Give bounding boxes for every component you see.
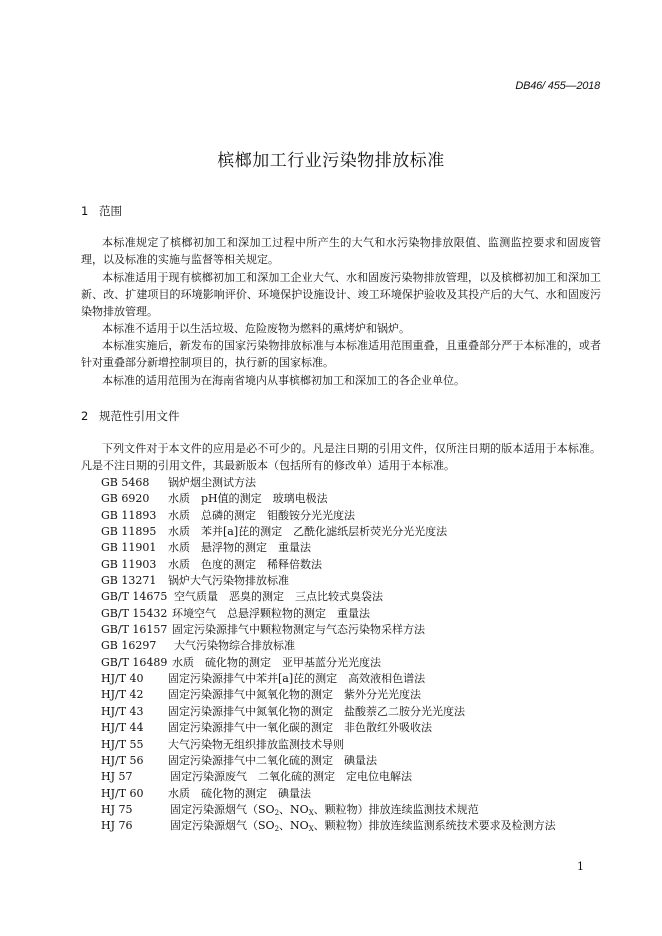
section-heading-normative-references	[81, 408, 180, 424]
reference-item	[101, 475, 601, 491]
section-title: 范围	[99, 204, 122, 218]
reference-item	[101, 786, 601, 802]
paragraph: 本标准的适用范围为在海南省境内从事槟榔初加工和深加工的各企业单位。	[102, 373, 465, 387]
reference-item	[101, 737, 601, 753]
reference-code: HJ/T 40	[101, 672, 144, 686]
reference-code: HJ/T 60	[101, 786, 144, 800]
reference-item	[101, 671, 601, 687]
reference-item	[101, 557, 601, 573]
reference-title: 水质 pH值的测定 玻璃电极法	[168, 492, 328, 506]
reference-title: 固定污染源排气中氮氧化物的测定 紫外分光光度法	[168, 688, 421, 702]
section-title: 规范性引用文件	[99, 409, 180, 423]
paragraph: 本标准不适用于以生活垃圾、危险废物为燃料的熏烤炉和锅炉。	[102, 322, 410, 335]
reference-code: HJ/T 44	[101, 721, 144, 735]
reference-title: 固定污染源排气中一氧化碳的测定 非色散红外吸收法	[168, 721, 432, 735]
reference-title: 水质 悬浮物的测定 重量法	[168, 541, 311, 555]
reference-title: 环境空气 总悬浮颗粒物的测定 重量法	[172, 606, 370, 620]
reference-item	[101, 687, 601, 703]
document-title: 槟榔加工行业污染物排放标准	[217, 151, 445, 171]
reference-item	[101, 753, 601, 769]
reference-code: GB 6920	[101, 492, 150, 506]
reference-item	[101, 508, 601, 524]
reference-code: GB/T 16489	[101, 655, 168, 669]
reference-item	[101, 655, 601, 671]
reference-code: HJ/T 42	[101, 688, 144, 702]
standard-code: DB46/ 455—2018	[515, 80, 600, 92]
reference-title: 锅炉大气污染物排放标准	[168, 574, 289, 588]
reference-item	[101, 540, 601, 556]
reference-title: 固定污染源烟气（$SO_2$、$NO_X$、颗粒物）排放连续监测技术规范	[170, 802, 479, 817]
reference-title: 大气污染物无组织排放监测技术导则	[168, 737, 344, 751]
reference-title: 固定污染源排气中二氧化硫的测定 碘量法	[168, 753, 377, 767]
reference-code: HJ 57	[101, 770, 133, 784]
reference-title: 水质 硫化物的测定 碘量法	[168, 786, 311, 800]
reference-code: HJ/T 56	[101, 753, 144, 767]
reference-item	[101, 638, 601, 654]
reference-code: GB 11901	[101, 541, 157, 555]
reference-title: 大气污染物综合排放标准	[174, 639, 295, 653]
reference-code: HJ/T 55	[101, 737, 144, 751]
reference-code: HJ 76	[101, 819, 133, 833]
reference-title: 锅炉烟尘测试方法	[168, 476, 256, 489]
reference-code: GB 11903	[101, 557, 157, 571]
reference-item	[101, 802, 601, 818]
paragraph: 本标准规定了槟榔初加工和深加工过程中所产生的大气和水污染物排放限值、监测监控要求和固废管理，以及标准的实施与监督等相关规定。	[81, 236, 601, 267]
reference-code: HJ 75	[101, 802, 133, 816]
reference-title: 固定污染源废气 二氧化硫的测定 定电位电解法	[170, 770, 412, 784]
reference-title: 水质 苯并[a]芘的测定 乙酰化滤纸层析荧光分光光度法	[168, 525, 448, 539]
reference-title: 水质 总磷的测定 钼酸铵分光光度法	[168, 508, 355, 522]
reference-code: GB 13271	[101, 574, 157, 588]
reference-code: GB 16297	[101, 639, 157, 653]
reference-code: GB 11895	[101, 525, 157, 539]
reference-item	[101, 589, 601, 605]
reference-list	[101, 475, 601, 835]
reference-code: GB/T 14675	[101, 590, 168, 604]
reference-item	[101, 573, 601, 589]
section-number: 2	[81, 409, 89, 423]
reference-title: 固定污染源排气中苯并[a]芘的测定 高效液相色谱法	[168, 672, 426, 686]
reference-item	[101, 606, 601, 622]
reference-item	[101, 720, 601, 736]
reference-code: HJ/T 43	[101, 704, 144, 718]
paragraph: 本标准适用于现有槟榔初加工和深加工企业大气、水和固废污染物排放管理，以及槟榔初加工和深加工新、改、扩建项目的环境影响评价、环境保护设施设计、竣工环境保护验收及其投产后的大气、水和固废污染物排放管理。	[81, 270, 601, 319]
reference-title: 固定污染源排气中氮氧化物的测定 盐酸萘乙二胺分光光度法	[168, 704, 465, 718]
reference-item	[101, 704, 601, 720]
reference-code: GB/T 15432	[101, 606, 168, 620]
section-number: 1	[81, 204, 89, 218]
paragraph: 本标准实施后，新发布的国家污染物排放标准与本标准适用范围重叠，且重叠部分严于本标准的，或者针对重叠部分新增控制项目的，执行新的国家标准。	[81, 339, 601, 370]
reference-title: 水质 色度的测定 稀释倍数法	[168, 557, 322, 571]
reference-title: 固定污染源烟气（$SO_2$、$NO_X$、颗粒物）排放连续监测系统技术要求及检测方法	[170, 819, 556, 834]
reference-title: 固定污染源排气中颗粒物测定与气态污染物采样方法	[172, 623, 425, 637]
paragraph: 下列文件对于本文件的应用是必不可少的。凡是注日期的引用文件，仅所注日期的版本适用于本标准。凡是不注日期的引用文件，其最新版本（包括所有的修改单）适用于本标准。	[81, 442, 601, 473]
reference-item	[101, 524, 601, 540]
reference-item	[101, 769, 601, 785]
reference-item	[101, 622, 601, 638]
reference-title: 水质 硫化物的测定 亚甲基蓝分光光度法	[172, 655, 381, 669]
reference-code: GB/T 16157	[101, 623, 168, 637]
reference-code: GB 5468	[101, 476, 150, 489]
reference-code: GB 11893	[101, 508, 157, 522]
section-heading-scope	[81, 203, 122, 219]
reference-title: 空气质量 恶臭的测定 三点比较式臭袋法	[174, 590, 383, 604]
page-number: 1	[577, 860, 584, 873]
reference-item	[101, 491, 601, 507]
reference-item	[101, 818, 601, 834]
